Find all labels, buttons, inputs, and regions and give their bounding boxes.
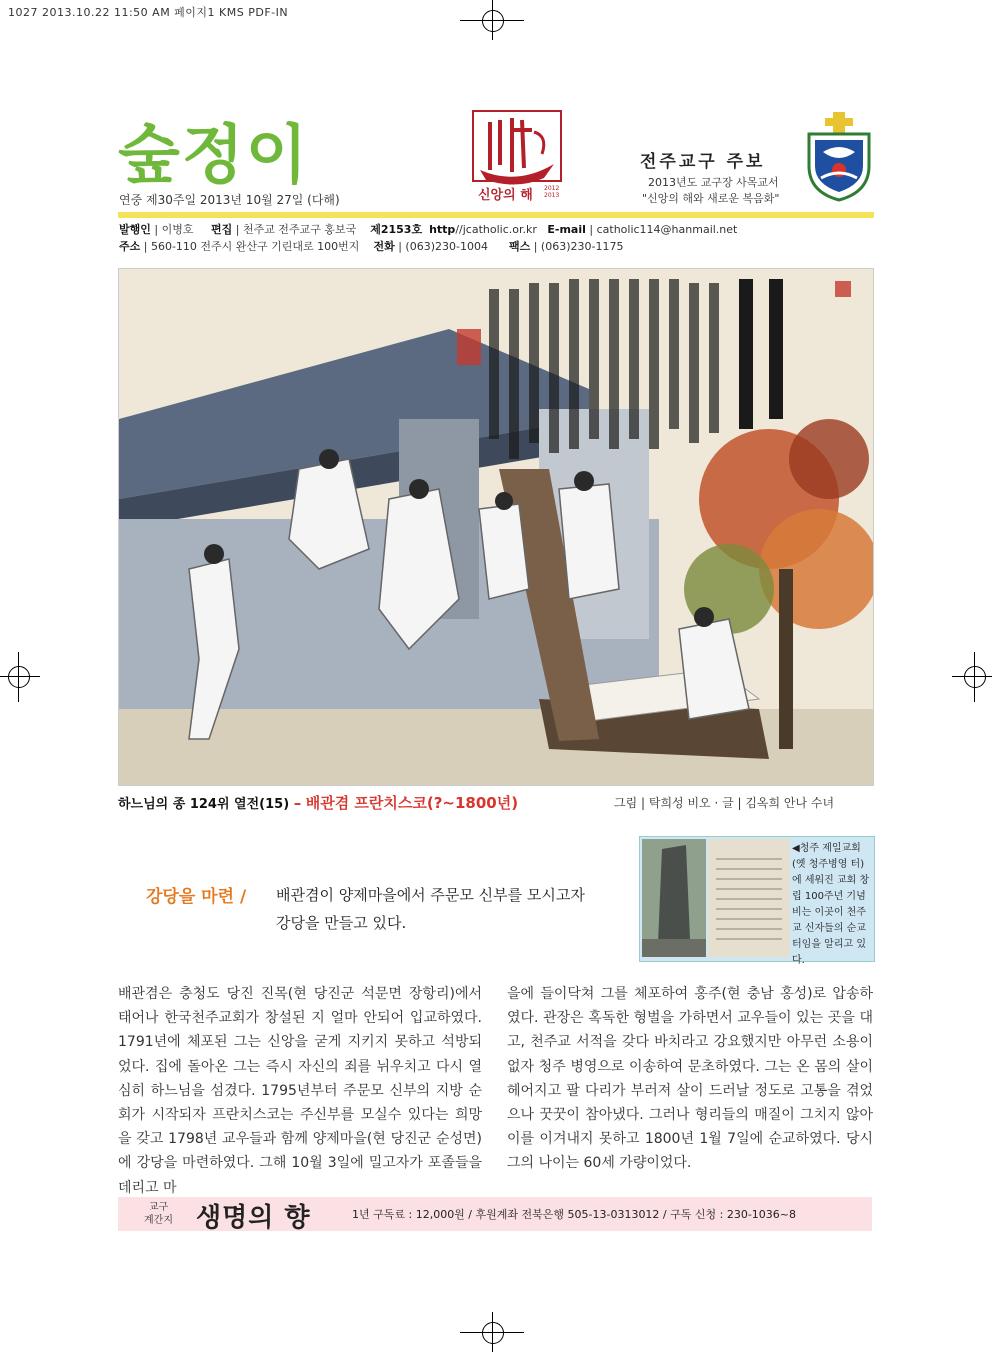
martyr-painting xyxy=(118,268,874,786)
memorial-plaque-photo xyxy=(708,839,790,957)
article-body-right: 을에 들이닥쳐 그를 체포하여 홍주(현 충남 홍성)로 압송하였다. 관장은 혹독한 형벌을 가하면서 교우들이 있는 곳을 대고, 천주교 서적을 갖다 바치라고 강요했지만 아무런 소용이 없자 청주 병영으로 이송하여 문초하였다. 그는 온 몸의 살이 헤어지고 팔 다리가 부러져 살이 드러날 정도로 고통을 겪었으나 꿋꿋이 참아냈다. 그러나 형리들의 매질이 그치지 않아 이를 이겨내지 못하고 1800년 1월 7일에 순교하였다. 당시 그의 나이는 60세 가량이었다. xyxy=(507,986,873,1172)
bishop-pastoral-letter: 2013년도 교구장 사목교서 xyxy=(648,176,779,189)
address-value: 560-110 전주시 완산구 기린대로 100번지 xyxy=(150,240,360,253)
footer-label xyxy=(144,1201,173,1227)
fax-label: 팩스 xyxy=(508,240,531,253)
article-body-left: 배관겸은 충청도 당진 진목(현 당진군 석문면 장항리)에서 태어나 한국천주교회가 창설된 지 얼마 안되어 입교하였다. 1791년에 체포된 그는 신앙을 굳게 지키지 못하고 석방되었다. 집에 돌아온 그는 즉시 자신의 죄를 뉘우치고 다시 열심히 하느님을 섬겼다. 1795년부터 주문모 신부의 지방 순회가 시작되자 프란치스코는 주신부를 모실수 있다는 희망을 갖고 1798년 교우들과 함께 양제마을(현 당진군 순성면)에 강당을 마련하였다. 그해 10월 3일에 밀고자가 포졸들을 데리고 마 xyxy=(118,986,482,1196)
print-header: 1027 2013.10.22 11:50 AM 페이지1 KMS PDF-IN xyxy=(8,6,289,19)
http-label: http xyxy=(429,223,456,236)
subscription-info: 1년 구독료 : 12,000원 / 후원계좌 전북은행 505-13-0313012 / 구독 신청 : 230-1036~8 xyxy=(352,1208,797,1221)
diocese-emblem xyxy=(803,108,875,202)
footer-banner xyxy=(118,1197,872,1231)
magazine-brand: 생명의 향 xyxy=(196,1203,311,1233)
year-of-faith-years: 2012 2013 xyxy=(544,185,560,199)
email-label: E-mail xyxy=(547,223,586,236)
edition-date: 연중 제30주일 2013년 10월 27일 (다해) xyxy=(119,193,340,207)
year-of-faith-label: 신앙의 해 xyxy=(478,188,533,203)
footer-label-line1: 교구 xyxy=(148,1202,169,1213)
phone-label: 전화 xyxy=(373,240,395,253)
publisher-info-row: 발행인 | 이병호 편집 | 천주교 전주교구 홍보국 제2153호 http//jcatholic.or.kr E-mail | catholic114@hanmail.net xyxy=(119,223,738,236)
memorial-photo-caption: ◀청주 제일교회(옛 청주병영 터)에 세워진 교회 창립 100주년 기념비는 이곳이 천주교 신자들의 순교터임을 알리고 있다. xyxy=(792,843,870,966)
address-label: 주소 xyxy=(119,240,141,253)
editor-name: 천주교 전주교구 홍보국 xyxy=(242,223,357,236)
masthead-title: 숲정이 xyxy=(118,119,310,193)
phone-value: (063)230-1004 xyxy=(405,240,488,253)
article-subhead-line1: 배관겸이 양제마을에서 주문모 신부를 모시고자 xyxy=(276,886,585,904)
issue-number: 제2153호 xyxy=(370,223,423,236)
series-caption xyxy=(118,792,518,813)
crop-mark-left xyxy=(0,652,40,702)
editor-label: 편집 xyxy=(210,223,233,236)
publisher-name: 이병호 xyxy=(161,223,194,236)
martyr-name: 배관겸 프란치스코(?~1800년) xyxy=(305,794,519,812)
bishop-pastoral-theme: "신앙의 해와 새로운 복음화" xyxy=(642,192,780,205)
caption-dash: – xyxy=(293,794,302,812)
address-info-row: 주소 | 560-110 전주시 완산구 기린대로 100번지 전화 | (063)230-1004 팩스 | (063)230-1175 xyxy=(119,240,624,253)
website-link[interactable]: //jcatholic.or.kr xyxy=(455,223,537,236)
memorial-photo-box xyxy=(639,836,875,966)
credit-line: 그림 | 탁희성 비오 · 글 | 김옥희 안나 수녀 xyxy=(614,796,835,810)
header-rule xyxy=(118,212,874,218)
diocese-title: 전주교구 주보 xyxy=(640,152,766,172)
article-subhead-line2: 강당을 만들고 있다. xyxy=(276,914,407,932)
article-headline: 강당을 마련 / xyxy=(146,887,247,907)
memorial-stone-photo xyxy=(642,839,706,957)
year-of-faith-logo xyxy=(472,110,562,208)
publisher-label: 발행인 xyxy=(119,223,151,236)
footer-label-line2: 계간지 xyxy=(144,1215,173,1226)
fax-value: (063)230-1175 xyxy=(540,240,624,253)
crop-mark-top xyxy=(460,0,524,40)
series-title: 하느님의 종 124위 열전(15) xyxy=(118,797,290,812)
email-link[interactable]: catholic114@hanmail.net xyxy=(596,223,738,236)
crop-mark-bottom xyxy=(460,1312,524,1352)
crop-mark-right xyxy=(952,652,992,702)
